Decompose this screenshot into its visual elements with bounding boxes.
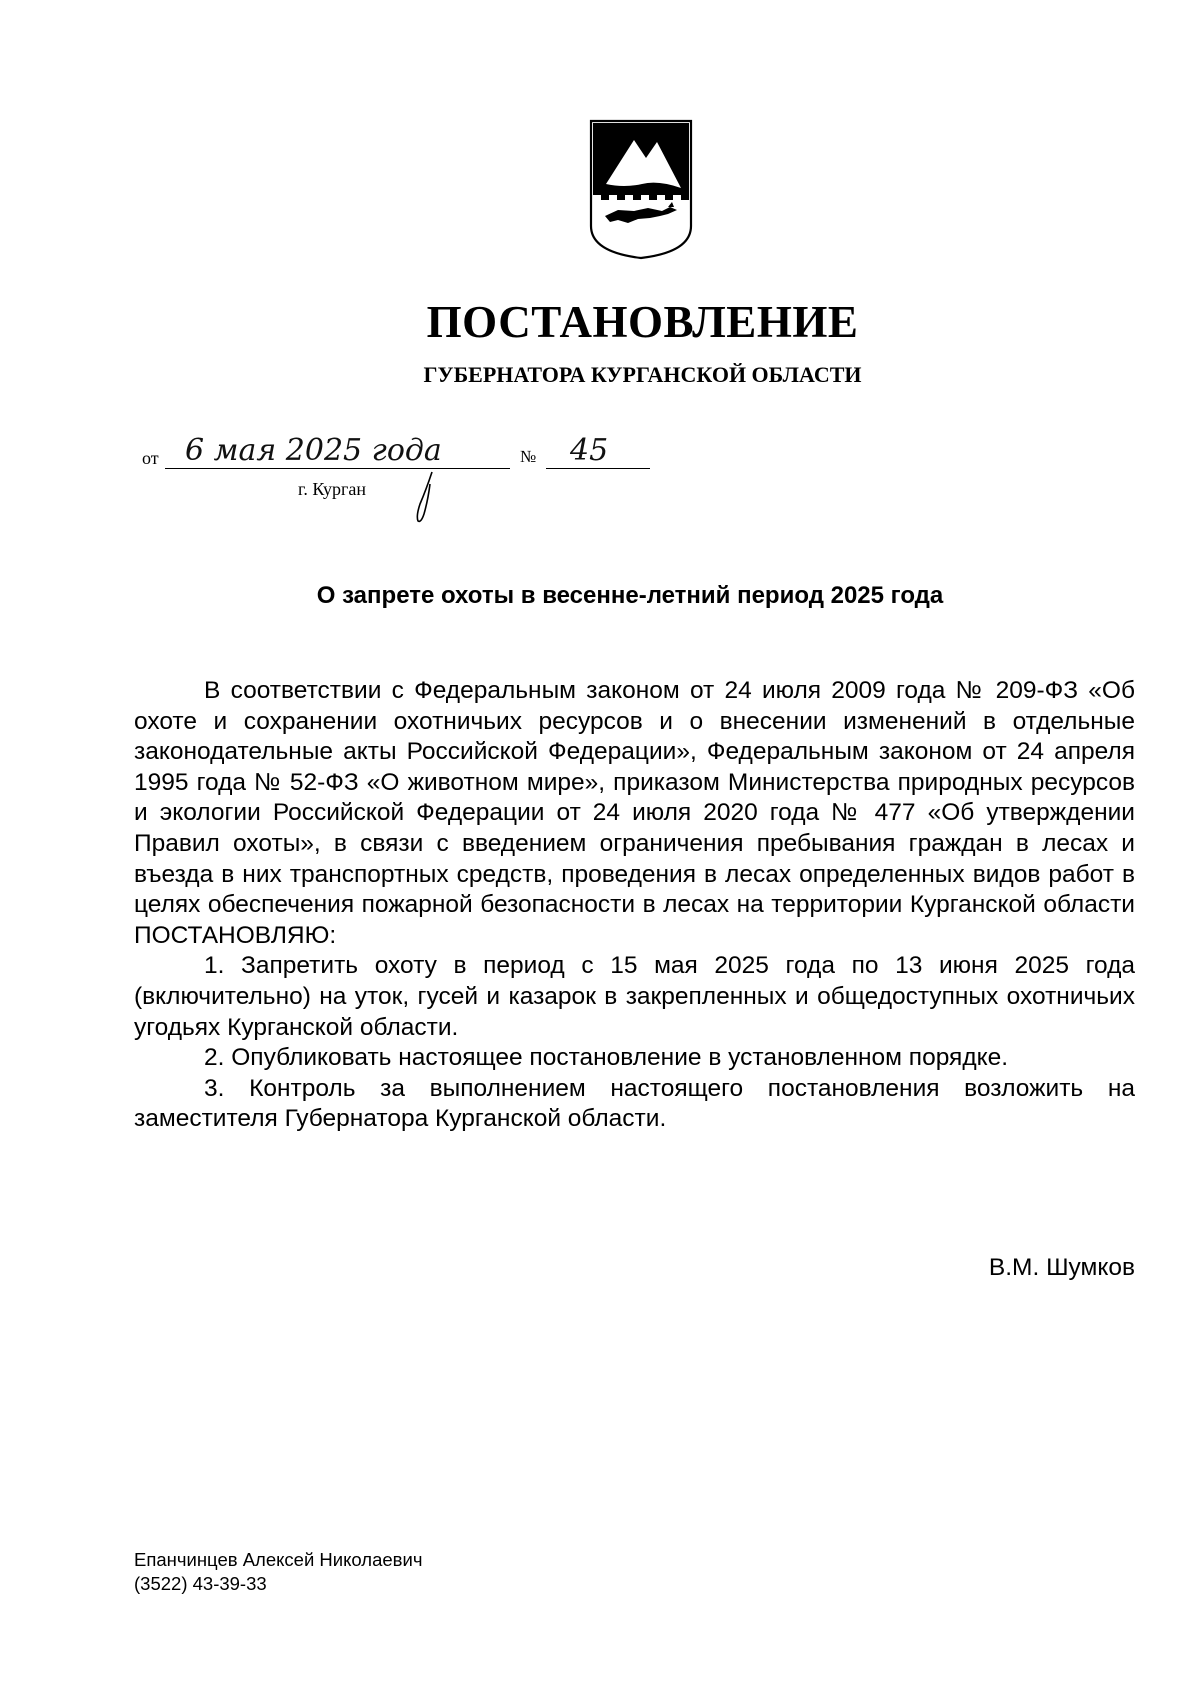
resolution-item-3: 3. Контроль за выполнением настоящего постановления возложить на заместителя Губернатора Курганской области. — [134, 1074, 1135, 1133]
issuer-heading: ГУБЕРНАТОРА КУРГАНСКОЙ ОБЛАСТИ — [423, 362, 862, 387]
executor-name: Епанчинцев Алексей Николаевич — [134, 1549, 423, 1570]
resolution-item-1: 1. Запретить охоту в период с 15 мая 2025 года по 13 июня 2025 года (включительно) на уток, гусей и казарок в закрепленных и общедоступных охотничьих угодьях Курганской области. — [134, 952, 1135, 1041]
city-label: г. Курган — [298, 479, 367, 499]
resolution-item-2: 2. Опубликовать настоящее постановление в установленном порядке. — [204, 1044, 1009, 1072]
handwritten-number: 45 — [570, 433, 609, 468]
executor-phone: (3522) 43-39-33 — [134, 1573, 267, 1594]
date-prefix: от — [142, 448, 159, 468]
date-underline — [165, 468, 510, 469]
kurgan-coat-of-arms-emblem — [588, 118, 694, 260]
handwritten-stroke — [412, 470, 438, 524]
document-body — [134, 676, 1135, 1135]
number-prefix: № — [520, 447, 537, 466]
signatory-name: В.М. Шумков — [988, 1254, 1135, 1281]
document-title: О запрете охоты в весенне-летний период 2025 года — [316, 582, 944, 609]
number-underline — [546, 468, 650, 469]
executor-info — [134, 1548, 422, 1596]
handwritten-date: 6 мая 2025 года — [185, 433, 442, 468]
preamble-paragraph: В соответствии с Федеральным законом от 24 июля 2009 года № 209-ФЗ «Об охоте и сохранении охотничьих ресурсов и о внесении изменений в отдельные законодательные акты Российской Федерации», Федеральным законом от 24 апреля 1995 года № 52-ФЗ «О животном мире», приказом Министерства природных ресурсов и экологии Российской Федерации от 24 июля 2020 года № 477 «Об утверждении Правил охоты», в связи с введением ограничения пребывания граждан в лесах и въезда в них транспортных средств, проведения в лесах определенных видов работ в целях обеспечения пожарной безопасности в лесах на территории Курганской области ПОСТАНОВЛЯЮ: — [134, 677, 1135, 949]
document-type-heading: ПОСТАНОВЛЕНИЕ — [426, 297, 859, 347]
